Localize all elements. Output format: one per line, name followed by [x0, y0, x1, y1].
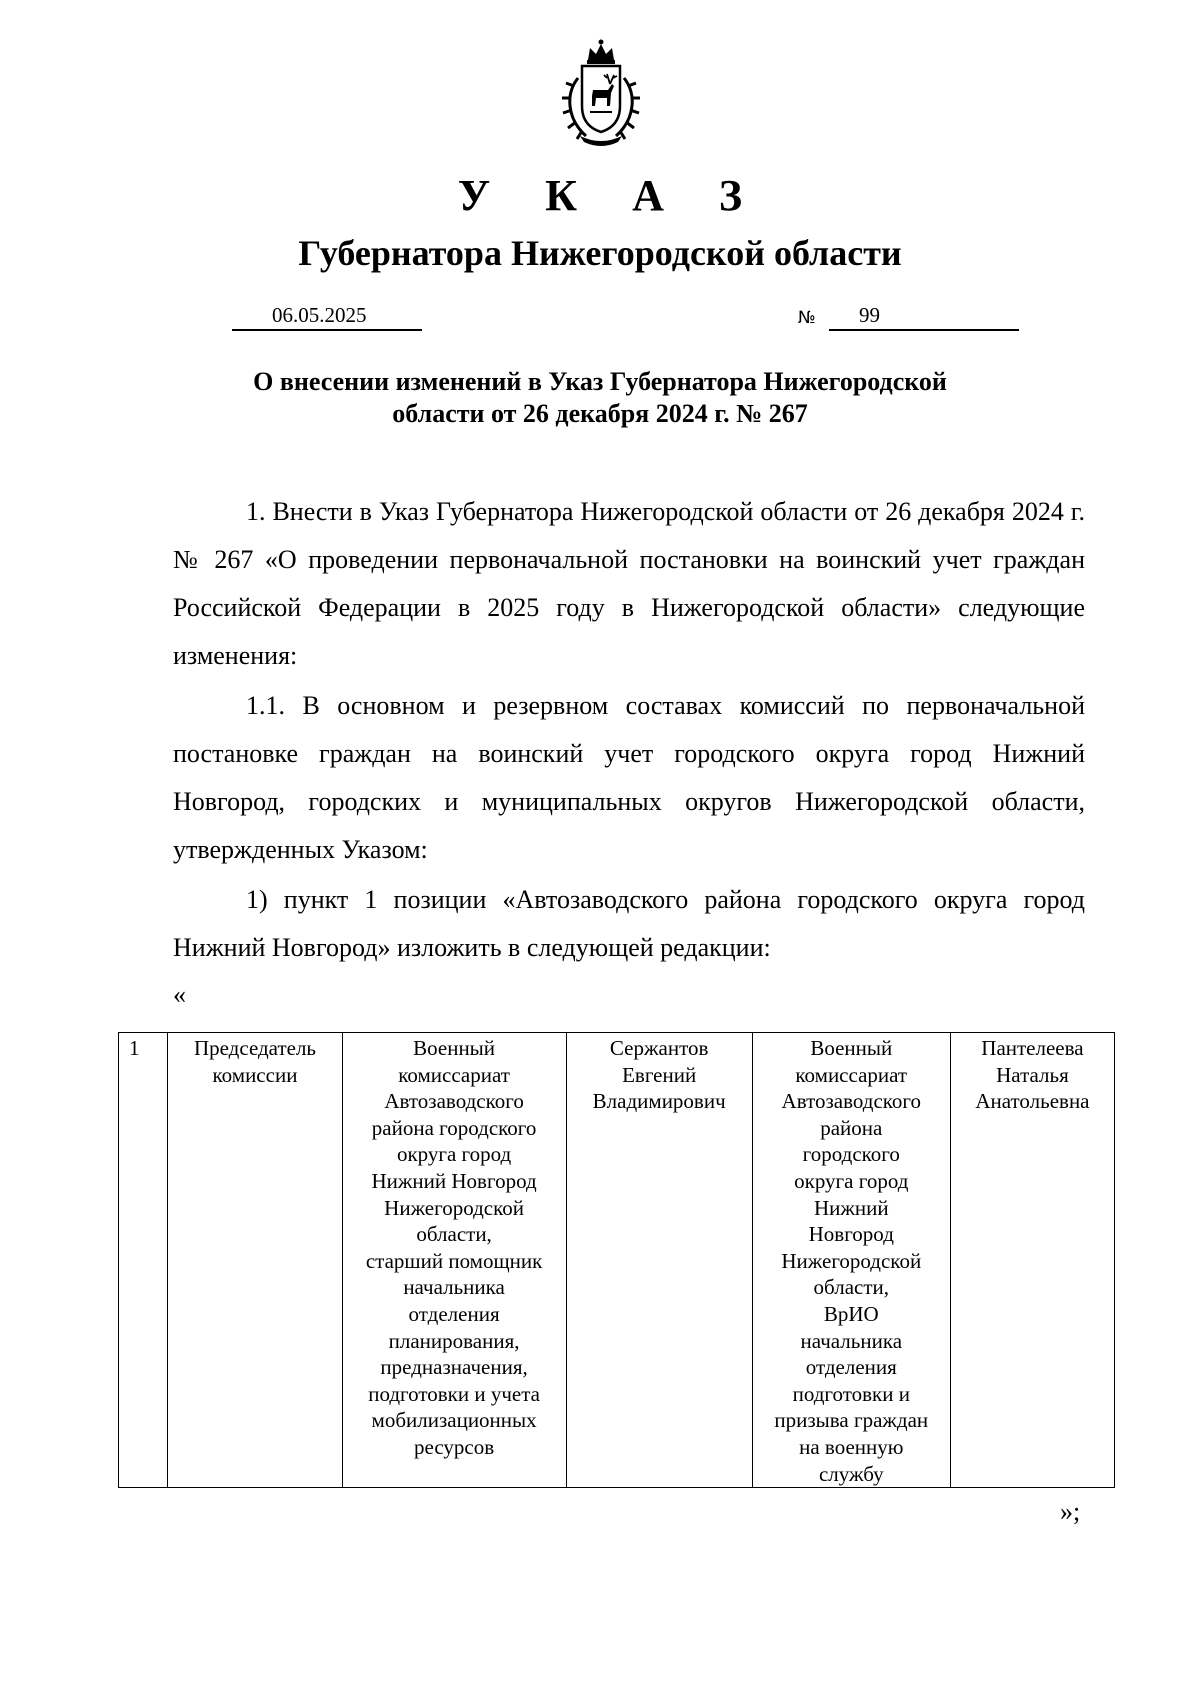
cell-line: комиссии — [212, 1062, 298, 1087]
decree-heading — [0, 366, 1200, 430]
decree-date: 06.05.2025 — [232, 301, 422, 331]
cell-line: Владимирович — [592, 1089, 726, 1114]
cell-line: Автозаводского — [781, 1089, 922, 1114]
quote-close-mark: »; — [1060, 1497, 1081, 1526]
document-subtitle: Губернатора Нижегородской области — [298, 233, 902, 273]
cell-line: Нижегородской — [781, 1248, 922, 1273]
cell-line: Пантелеева — [981, 1036, 1084, 1060]
paragraph-1 — [173, 488, 1085, 680]
cell-line: отделения — [805, 1355, 897, 1380]
document-title: У К А З — [457, 171, 765, 220]
cell-line: округа город — [396, 1142, 512, 1167]
cell-line: призыва граждан — [774, 1408, 929, 1433]
decree-heading-line2: области от 26 декабря 2024 г. № 267 — [392, 399, 808, 428]
table-row — [119, 1033, 1115, 1488]
cell-line: службу — [818, 1461, 884, 1486]
cell-line: комиссариат — [398, 1062, 510, 1087]
cell-line: планирования, — [388, 1328, 520, 1353]
cell-line: подготовки и учета — [368, 1381, 540, 1406]
cell-line: комиссариат — [795, 1062, 908, 1087]
cell-line: мобилизационных — [371, 1408, 537, 1433]
cell-line: области, — [813, 1275, 889, 1300]
decree-heading-line1: О внесении изменений в Указ Губернатора Нижегородской — [253, 367, 947, 396]
cell-line: округа город — [794, 1168, 909, 1193]
paragraph-subitem-1-text: 1) пункт 1 позиции «Автозаводского района городского округа город Нижний Новгород» изложить в следующей редакции: — [173, 885, 1085, 962]
cell-line: подготовки и — [792, 1381, 910, 1406]
role-cell — [168, 1033, 342, 1488]
cell-line: начальника — [403, 1275, 505, 1300]
main-position-cell — [342, 1033, 566, 1488]
cell-line: старший помощник — [365, 1248, 543, 1273]
cell-line: предназначения, — [380, 1355, 528, 1380]
cell-line: ресурсов — [414, 1434, 495, 1459]
paragraph-1-1 — [173, 682, 1085, 874]
reserve-person-cell — [950, 1033, 1114, 1488]
nizhny-novgorod-coat-of-arms-icon — [560, 38, 642, 148]
cell-line: отделения — [408, 1301, 500, 1326]
cell-line: Сержантов — [609, 1036, 709, 1060]
reserve-position-cell — [752, 1033, 950, 1488]
cell-line: района — [820, 1115, 883, 1140]
cell-line: ВрИО — [823, 1301, 879, 1326]
cell-line: Председатель — [193, 1036, 317, 1060]
decree-number: 99 — [829, 301, 1019, 331]
quote-open-mark: « — [173, 980, 186, 1009]
cell-line: района городского — [371, 1115, 537, 1140]
cell-line: Автозаводского — [384, 1089, 524, 1114]
decree-number-label: № — [798, 308, 816, 328]
paragraph-1-text: 1. Внести в Указ Губернатора Нижегородской области от 26 декабря 2024 г. № 267 «О проведении первоначальной постановки на воинский учет граждан Российской Федерации в 2025 году в Нижегородской области» следующие изменения: — [173, 497, 1085, 670]
cell-line: Нижний Новгород — [371, 1168, 537, 1193]
cell-line: начальника — [800, 1328, 903, 1353]
cell-line: городского — [802, 1142, 900, 1167]
paragraph-subitem-1 — [173, 876, 1085, 972]
cell-line: Военный — [810, 1036, 893, 1060]
cell-line: области, — [416, 1222, 492, 1247]
cell-line: на военную — [799, 1434, 904, 1459]
cell-line: Наталья — [996, 1062, 1069, 1087]
cell-line: Анатольевна — [975, 1089, 1090, 1114]
main-person-cell — [566, 1033, 752, 1488]
cell-line: Евгений — [622, 1062, 697, 1087]
commission-table — [118, 1032, 1115, 1488]
cell-line: Новгород — [808, 1222, 894, 1247]
cell-line: Нижегородской — [384, 1195, 524, 1220]
cell-line: Военный — [413, 1036, 496, 1060]
row-number-cell: 1 — [119, 1033, 168, 1488]
cell-line: Нижний — [813, 1195, 889, 1220]
paragraph-1-1-text: 1.1. В основном и резервном составах комиссий по первоначальной постановке граждан на воинский учет городского округа город Нижний Новгород, городских и муниципальных округов Нижегородской области, утвержденных Указом: — [173, 691, 1085, 864]
